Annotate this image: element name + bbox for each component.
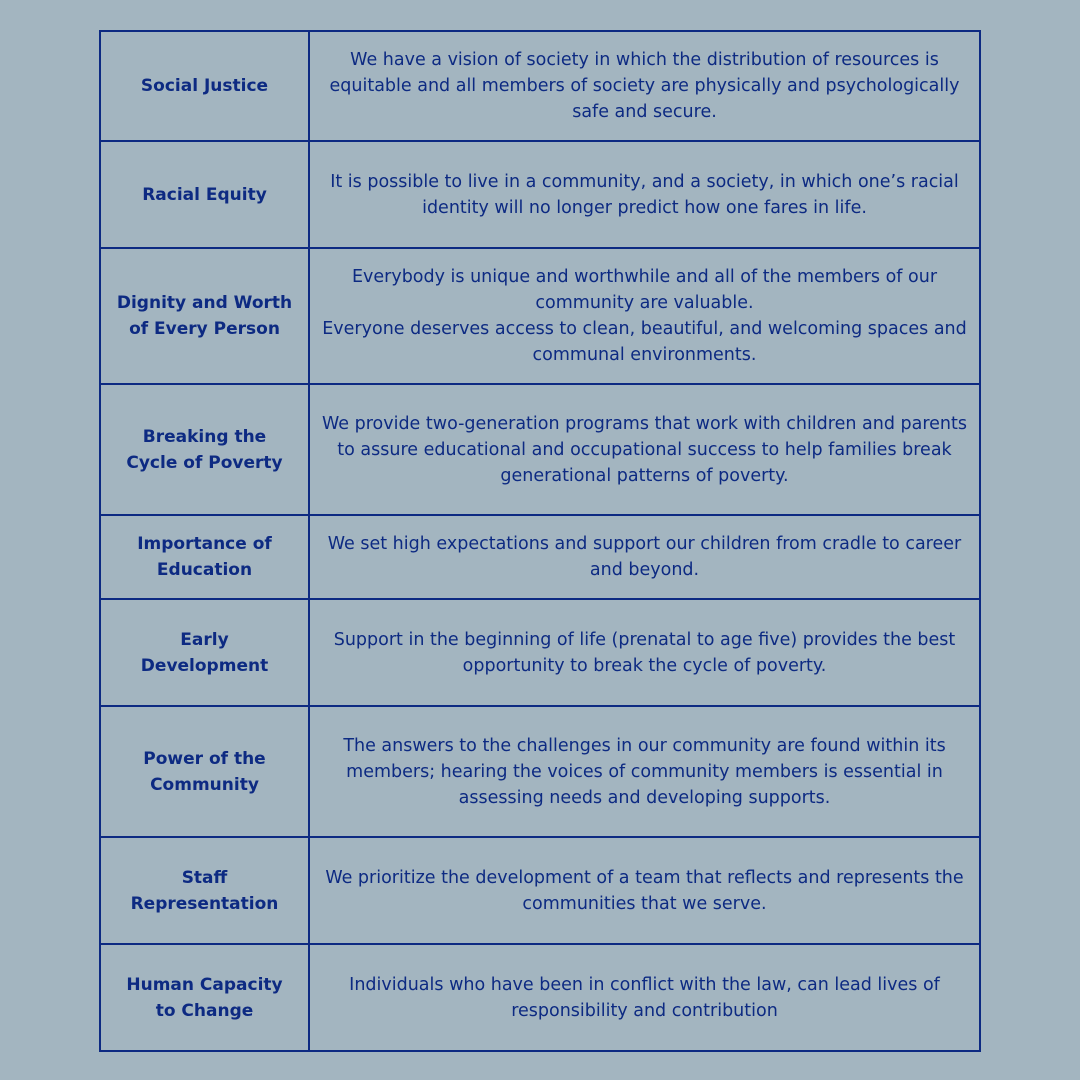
- value-description-cell: [309, 944, 980, 1051]
- values-table: [99, 30, 981, 1052]
- value-description-cell: [309, 384, 980, 515]
- value-name-cell: Importance of Education: [100, 515, 309, 599]
- value-description-cell: [309, 31, 980, 141]
- value-description-cell: [309, 248, 980, 384]
- value-description-text: Everyone deserves access to clean, beautiful, and welcoming spaces and communal environments.: [322, 319, 967, 365]
- value-description-text: Support in the beginning of life (prenatal to age five) provides the best opportunity to break the cycle of poverty.: [333, 629, 956, 676]
- table-row: [100, 248, 980, 384]
- value-name-cell: Dignity and Worth of Every Person: [100, 248, 309, 384]
- value-name-cell: Power of the Community: [100, 706, 309, 837]
- value-description-text: Individuals who have been in conflict with the law, can lead lives of responsibility and contribution: [349, 974, 940, 1021]
- value-description-text: We prioritize the development of a team that reflects and represents the communities that we serve.: [325, 867, 964, 914]
- value-name-cell: Human Capacity to Change: [100, 944, 309, 1051]
- value-description-text: The answers to the challenges in our community are found within its members; hearing the voices of community members is essential in assessing needs and developing supports.: [343, 735, 946, 808]
- value-name-cell: Early Development: [100, 599, 309, 706]
- value-description-text: We provide two-generation programs that work with children and parents to assure educational and occupational success to help families break generational patterns of poverty.: [322, 413, 967, 486]
- value-name-cell: Staff Representation: [100, 837, 309, 944]
- value-description-cell: [309, 599, 980, 706]
- value-description-text: We set high expectations and support our children from cradle to career and beyond.: [327, 534, 962, 580]
- table-row: [100, 31, 980, 141]
- value-name-cell: Breaking the Cycle of Poverty: [100, 384, 309, 515]
- value-name-cell: Racial Equity: [100, 141, 309, 248]
- value-description-text: Everybody is unique and worthwhile and all of the members of our community are valuable.: [351, 267, 938, 313]
- value-description-cell: [309, 141, 980, 248]
- value-name-cell: Social Justice: [100, 31, 309, 141]
- value-description-text: We have a vision of society in which the distribution of resources is equitable and all members of society are physically and psychologically safe and secure.: [329, 50, 960, 122]
- table-row: [100, 384, 980, 515]
- table-row: [100, 944, 980, 1051]
- value-description-cell: [309, 515, 980, 599]
- value-description-text: It is possible to live in a community, and a society, in which one’s racial identity will no longer predict how one fares in life.: [330, 171, 959, 218]
- table-row: [100, 706, 980, 837]
- table-row: [100, 837, 980, 944]
- table-row: [100, 141, 980, 248]
- table-row: [100, 515, 980, 599]
- value-description-cell: [309, 706, 980, 837]
- table-row: [100, 599, 980, 706]
- value-description-cell: [309, 837, 980, 944]
